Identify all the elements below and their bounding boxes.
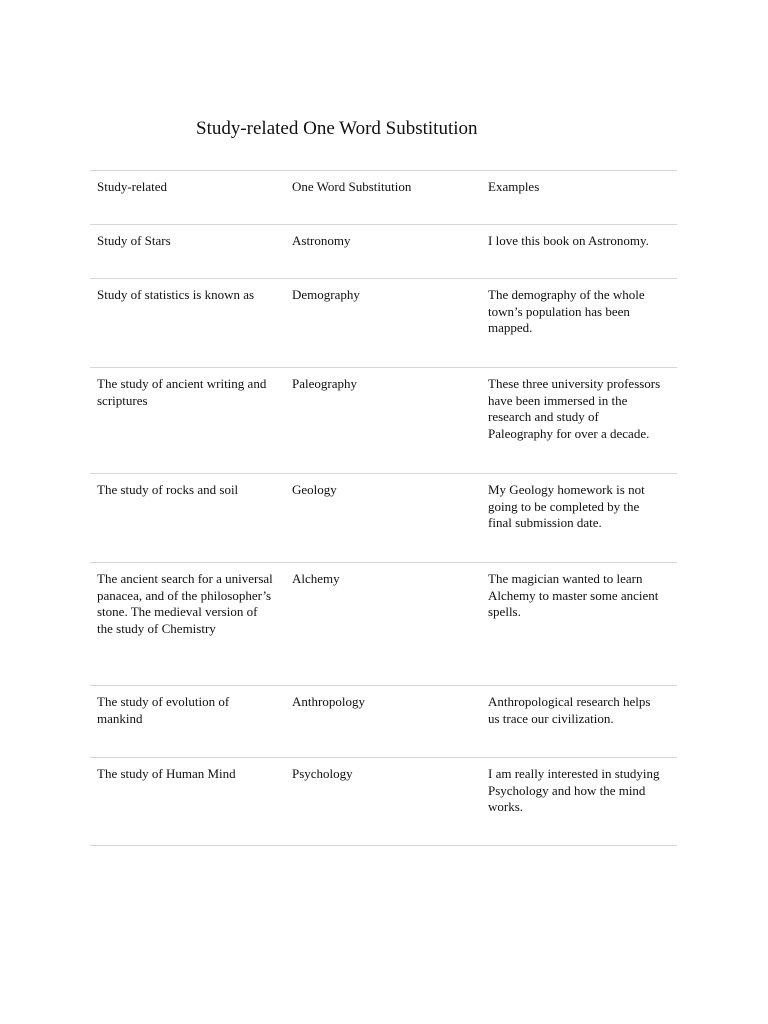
word-cell: Geology: [292, 482, 337, 497]
example-cell: Anthropological research helps us trace our civilization.: [488, 694, 651, 726]
document-title: Study-related One Word Substitution: [196, 118, 478, 139]
example-cell: My Geology homework is not going to be completed by the final submission date.: [488, 482, 645, 530]
study-cell: The study of Human Mind: [97, 766, 236, 781]
table-row: [90, 474, 677, 563]
example-cell: I am really interested in studying Psychology and how the mind works.: [488, 766, 660, 814]
example-cell: These three university professors have been immersed in the research and study of Paleography for over a decade.: [488, 376, 661, 441]
example-cell: The magician wanted to learn Alchemy to master some ancient spells.: [488, 571, 659, 619]
study-cell: Study of Stars: [97, 233, 171, 248]
word-cell: Demography: [292, 287, 360, 302]
word-cell: Alchemy: [292, 571, 340, 586]
word-cell: Psychology: [292, 766, 353, 781]
table-header-row: [90, 171, 677, 225]
table-row: [90, 279, 677, 368]
study-cell: Study of statistics is known as: [97, 287, 255, 302]
study-cell: The study of ancient writing and scriptures: [97, 376, 267, 408]
word-cell: Astronomy: [292, 233, 351, 248]
table-row: [90, 225, 677, 279]
table-row: [90, 686, 677, 758]
substitution-table: [90, 170, 677, 846]
example-cell: The demography of the whole town’s population has been mapped.: [488, 287, 645, 335]
header-examples: Examples: [488, 179, 540, 194]
study-cell: The study of evolution of mankind: [97, 694, 230, 726]
word-cell: Anthropology: [292, 694, 365, 709]
study-cell: The ancient search for a universal panacea, and of the philosopher’s stone. The medieval version of the study of Chemistry: [97, 571, 273, 636]
word-cell: Paleography: [292, 376, 357, 391]
table-row: [90, 368, 677, 474]
header-one-word-substitution: One Word Substitution: [292, 179, 412, 194]
header-study-related: Study-related: [97, 179, 168, 194]
table-row: [90, 758, 677, 846]
study-cell: The study of rocks and soil: [97, 482, 239, 497]
example-cell: I love this book on Astronomy.: [488, 233, 649, 248]
table-row: [90, 563, 677, 686]
